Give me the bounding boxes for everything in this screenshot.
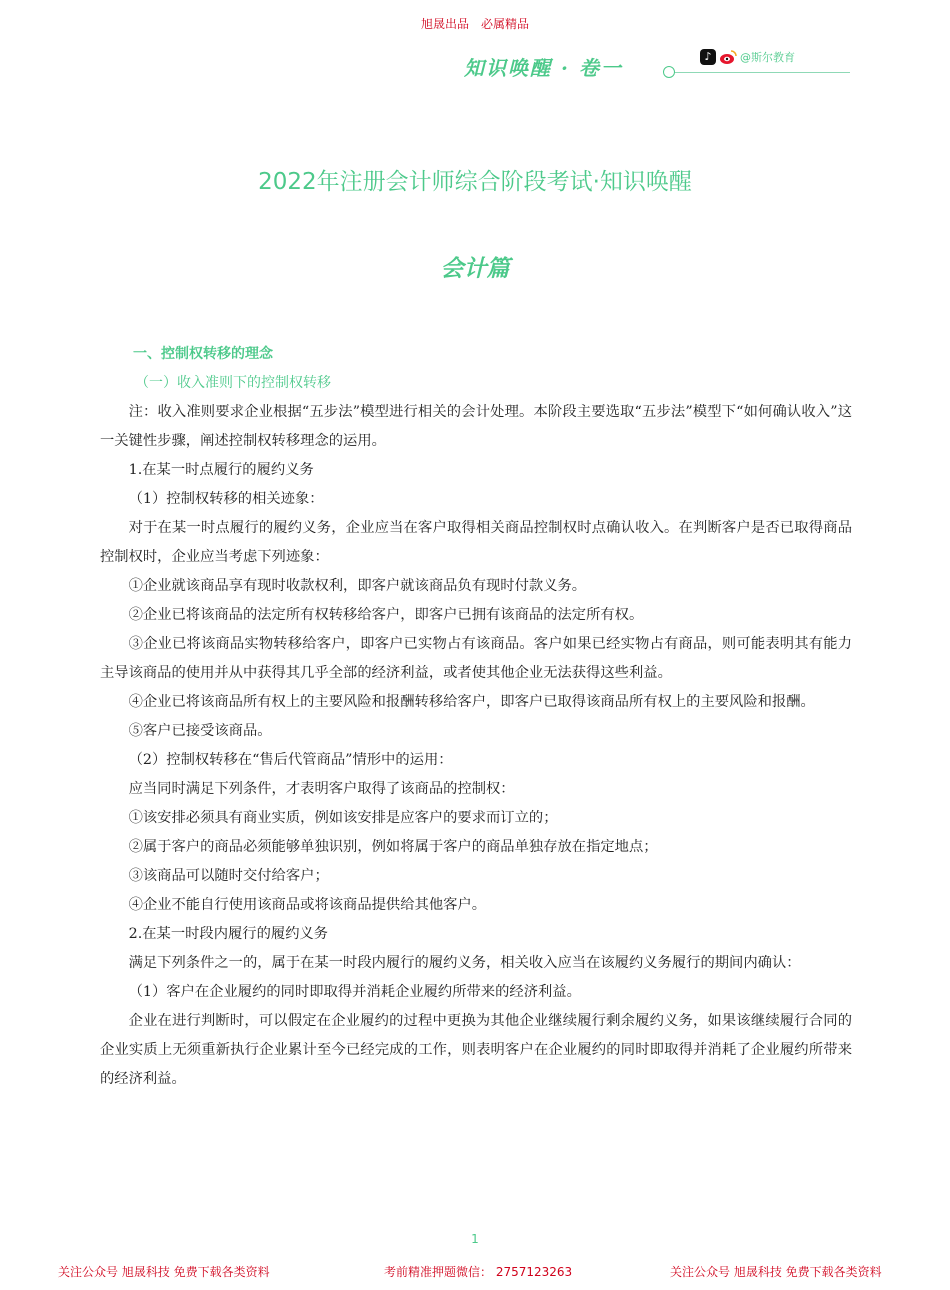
body-text: [100, 398, 852, 1094]
paragraph: ①该安排必须具有商业实质，例如该安排是应客户的要求而订立的；: [128, 810, 558, 826]
paragraph: ②属于客户的商品必须能够单独识别，例如将属于客户的商品单独存放在指定地点；: [128, 839, 658, 855]
social-links: [700, 49, 795, 65]
paragraph: ④企业不能自行使用该商品或将该商品提供给其他客户。: [128, 897, 487, 913]
paragraph: ①企业就该商品享有现时收款权利，即客户就该商品负有现时付款义务。: [128, 578, 587, 594]
paragraph: ②企业已将该商品的法定所有权转移给客户，即客户已拥有该商品的法定所有权。: [128, 607, 644, 623]
paragraph: 应当同时满足下列条件，才表明客户取得了该商品的控制权：: [128, 781, 515, 797]
paragraph: （2）控制权转移在“售后代管商品”情形中的运用：: [128, 752, 453, 768]
weibo-icon: [719, 49, 737, 65]
paragraph: ③企业已将该商品实物转移给客户，即客户已实物占有该商品。客户如果已经实物占有商品，则可能表明其有能力主导该商品的使用并从中获得其几乎全部的经济利益，或者使其他企业无法获得这些利益。: [100, 636, 852, 681]
subsection-heading: （一）收入准则下的控制权转移: [135, 375, 331, 391]
series-title: 知识唤醒 · 卷一: [464, 56, 623, 80]
paragraph: 2.在某一时段内履行的履约义务: [128, 926, 329, 942]
paragraph: 对于在某一时点履行的履约义务，企业应当在客户取得相关商品控制权时点确认收入。在判断客户是否已取得商品控制权时，企业应当考虑下列迹象：: [100, 520, 852, 565]
page-title: 2022年注册会计师综合阶段考试·知识唤醒: [258, 169, 692, 195]
paragraph: ③该商品可以随时交付给客户；: [128, 868, 329, 884]
paragraph: ⑤客户已接受该商品。: [128, 723, 272, 739]
paragraph: （1）控制权转移的相关迹象：: [128, 491, 324, 507]
top-banner: 旭晟出品 必属精品: [420, 17, 529, 31]
page-subtitle: 会计篇: [440, 256, 510, 282]
header-divider: [672, 72, 850, 73]
paragraph: 注：收入准则要求企业根据“五步法”模型进行相关的会计处理。本阶段主要选取“五步法”模型下“如何确认收入”这一关键性步骤，阐述控制权转移理念的运用。: [100, 404, 852, 449]
paragraph: 1.在某一时点履行的履约义务: [128, 462, 314, 478]
section-heading: 一、控制权转移的理念: [133, 346, 273, 362]
paragraph: 企业在进行判断时，可以假定在企业履约的过程中更换为其他企业继续履行剩余履约义务，如果该继续履行合同的企业实质上无须重新执行企业累计至今已经完成的工作，则表明客户在企业履约的同时即取得并消耗了企业履约所带来的经济利益。: [100, 1013, 852, 1087]
paragraph: 满足下列条件之一的，属于在某一时段内履行的履约义务，相关收入应当在该履约义务履行的期间内确认：: [128, 955, 801, 971]
divider-circle: [663, 66, 675, 78]
footer-left: 关注公众号 旭晟科技 免费下载各类资料: [58, 1265, 270, 1279]
tiktok-icon: ♪: [700, 49, 716, 65]
social-handle: @斯尔教育: [740, 51, 795, 64]
paragraph: （1）客户在企业履约的同时即取得并消耗企业履约所带来的经济利益。: [128, 984, 581, 1000]
footer-center: 考前精准押题微信： 2757123263: [384, 1265, 573, 1279]
page-number: 1: [471, 1232, 479, 1246]
paragraph: ④企业已将该商品所有权上的主要风险和报酬转移给客户，即客户已取得该商品所有权上的主要风险和报酬。: [128, 694, 815, 710]
footer-right: 关注公众号 旭晟科技 免费下载各类资料: [670, 1265, 882, 1279]
